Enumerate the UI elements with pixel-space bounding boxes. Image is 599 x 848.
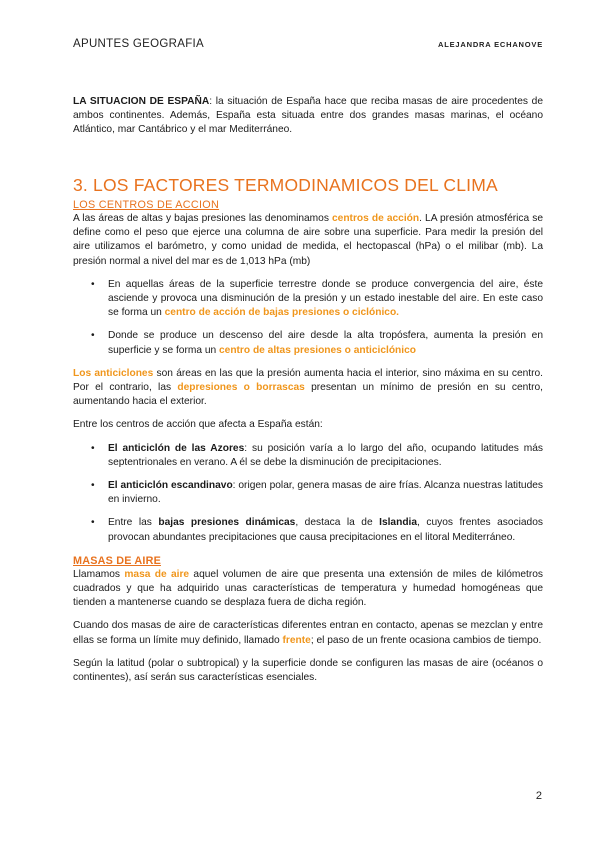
bullet-list-presiones [73, 278, 543, 358]
paragraph-masas-2 [73, 619, 543, 647]
paragraph-anticiclones [73, 367, 543, 410]
text: Donde se produce un descenso del aire desde la alta tropósfera, aumenta la presión en superficie y se forma un [108, 330, 543, 356]
paragraph-masas-3: Según la latitud (polar o subtropical) y la superficie donde se configuren las masas de aire (océanos o continentes), así serán sus características esenciales. [73, 657, 543, 684]
header-title: APUNTES GEOGRAFIA [73, 38, 204, 50]
section-3 [73, 174, 543, 694]
bold-term: Islandia [379, 517, 418, 529]
list-item [73, 479, 543, 507]
intro-text: : la situación de España hace que reciba masas de aire procedentes de ambos continentes. Además, España esta situada entre dos grandes masas marinas, el océano Atlántico, mar Cantábrico y el mar Mediterráneo. [73, 96, 543, 136]
text: : origen polar, genera masas de aire frías. Alcanza nuestras latitudes en invierno. [108, 480, 543, 506]
text: son áreas en las que la presión aumenta hacia el interior, sino máxima en su centro. Por el contrario, las [73, 367, 544, 394]
list-item [73, 278, 543, 321]
text: A las áreas de altas y bajas presiones las denominamos [73, 213, 332, 224]
text: En aquellas áreas de la superficie terrestre donde se produce convergencia del aire, éste asciende y provoca una disminución de la presión y un estado inestable del aire. En este caso se forma un [108, 278, 543, 319]
paragraph-espana: Entre los centros de acción que afecta a España están: [73, 419, 323, 431]
paragraph-centros [73, 212, 543, 269]
bullet-icon: • [91, 517, 95, 529]
intro-paragraph-block [73, 95, 543, 147]
text: aquel volumen de aire que presenta una extensión de miles de kilómetros cuadrados y que ha adquirido unas características de temperatura y humedad homogéneas que tienden a mantenerse cuando se desplaza fuera de dicha región. [73, 568, 544, 609]
text: , cuyos frentes asociados provocan abundantes precipitaciones que causa precipitaciones en el litoral Mediterráneo. [108, 517, 543, 543]
bullet-icon: • [91, 480, 95, 492]
page-number: 2 [535, 790, 542, 802]
highlight-anticiclones: Los anticiclones [73, 367, 154, 379]
intro-bold: LA SITUACION DE ESPAÑA [73, 96, 210, 107]
bold-term: El anticiclón de las Azores [108, 442, 245, 454]
highlight-centros-accion: centros de acción [332, 213, 420, 224]
paragraph-masas-1 [73, 568, 543, 611]
subheading-centros: LOS CENTROS DE ACCION [73, 199, 220, 211]
text: Entre las [108, 517, 159, 529]
bullet-list-centros [73, 442, 543, 545]
header-author: ALEJANDRA ECHANOVE [438, 40, 543, 49]
text: Llamamos [73, 568, 125, 580]
bullet-icon: • [91, 330, 95, 342]
highlight-altas: centro de altas presiones o anticiclónico [218, 344, 416, 356]
bold-term: El anticiclón escandinavo [108, 480, 233, 492]
section-title: 3. LOS FACTORES TERMODINAMICOS DEL CLIMA [73, 175, 498, 195]
bullet-icon: • [91, 442, 95, 454]
bold-term: bajas presiones dinámicas [158, 517, 296, 529]
text: ; el paso de un frente ocasiona cambios de tiempo. [310, 634, 542, 646]
text: , destaca la de [295, 517, 380, 529]
intro-paragraph [73, 95, 543, 138]
bullet-icon: • [91, 278, 95, 290]
highlight-depresiones: depresiones o borrascas [177, 382, 305, 394]
list-item [73, 329, 543, 357]
highlight-frente: frente [282, 634, 311, 646]
highlight-masa-aire: masa de aire [124, 568, 190, 580]
text: . LA presión atmosférica se define como el peso que ejerce una columna de aire sobre una superficie. Para medir la presión del aire utilizamos el barómetro, y como unidad de medida, el hectopascal (hPa) o el milibar (mb). La presión normal a nivel del mar es de 1,013 hPa (mb) [73, 213, 543, 267]
text: : su posición varía a lo largo del año, ocupando latitudes más septentrionales en verano. A él se debe la disminución de precipitaciones. [108, 442, 544, 468]
text: presentan un mínimo de presión en su centro, aumentando hacia el exterior. [73, 382, 543, 408]
subheading-masas: MASAS DE AIRE [73, 554, 161, 567]
list-item [73, 442, 543, 470]
text: Cuando dos masas de aire de características diferentes entran en contacto, apenas se mezclan y entre ellas se forma un límite muy definido, llamado [73, 620, 543, 646]
highlight-bajas: centro de acción de bajas presiones o ciclónico. [164, 307, 400, 319]
list-item [73, 516, 543, 544]
